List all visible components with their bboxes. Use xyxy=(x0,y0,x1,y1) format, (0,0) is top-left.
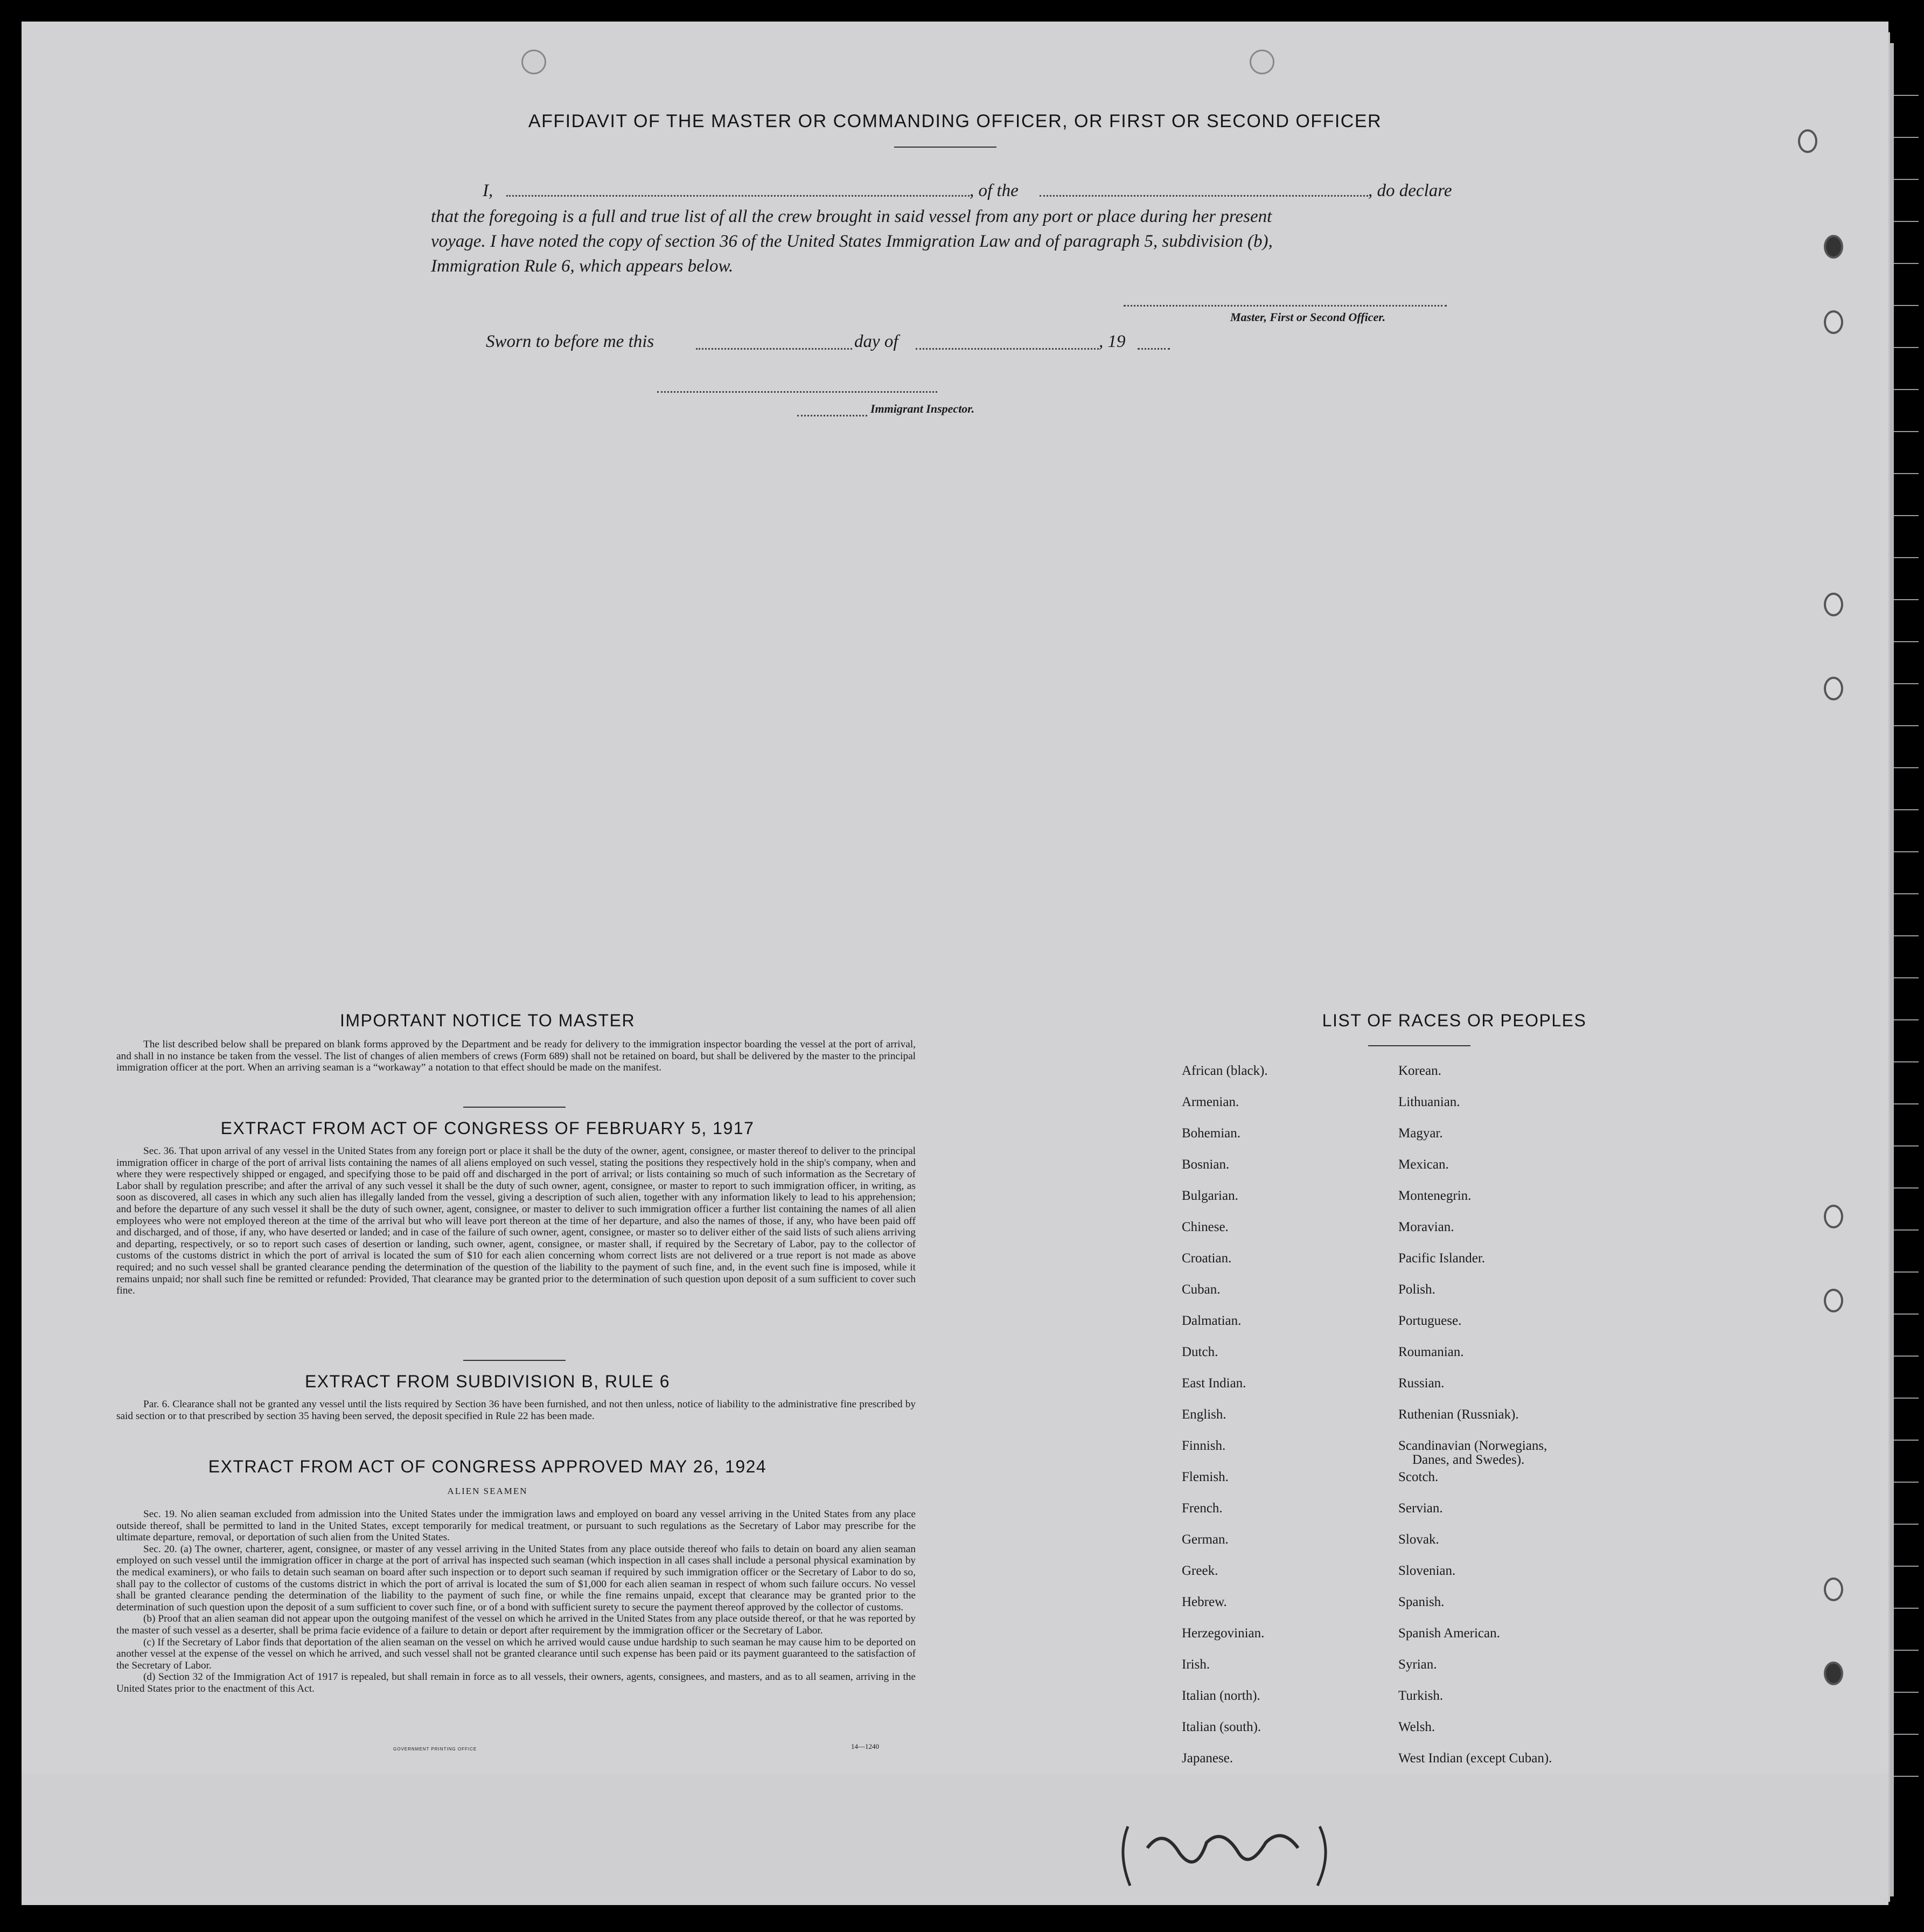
sworn-label: Sworn to before me this xyxy=(486,332,654,351)
sworn-month-blank xyxy=(916,348,1099,350)
binding-hole xyxy=(1824,1662,1843,1685)
punch-hole xyxy=(521,50,546,74)
master-signature-label: Master, First or Second Officer. xyxy=(1230,310,1386,324)
race-item: Servian. xyxy=(1398,1501,1443,1516)
name-blank xyxy=(506,195,970,197)
race-item: Russian. xyxy=(1398,1376,1445,1391)
handwritten-note xyxy=(1115,1794,1336,1902)
race-item: Portuguese. xyxy=(1398,1314,1462,1328)
sec-20d-paragraph: (d) Section 32 of the Immigration Act of 1917 is repealed, but shall remain in force as to all vessels, their owners, agents, consignees, and masters, and as to all seamen, arriving in the United States prior to the enactment of this Act. xyxy=(116,1671,916,1694)
sec-36-paragraph: Sec. 36. That upon arrival of any vessel in the United States from any foreign port or place it shall be the duty of the owner, agent, consignee, or master thereof to deliver to the principal immigration officer in charge of the port of arrival lists containing the names of all aliens employed on such vessel, stating the positions they respectively hold in the ship's company, when and where they were respectively shipped or engaged, and specifying those to be paid off and discharged in the port of arrival; or lists containing so much of such information as the Secretary of Labor shall by regulation prescribe; and after the arrival of any such vessel it shall be the duty of such owner, agent, consignee, or master to report to such immigration officer, in writing, as soon as discovered, all cases in which any such alien has illegally landed from the vessel, giving a description of such alien, together with any information likely to lead to his apprehension; and before the departure of any such vessel it shall be the duty of such owner, agent, consignee, or master to deliver to such immigration officer a further list containing the names of all alien employees who were not employed thereon at the time of the arrival but who will leave port thereon at the time of her departure, and also the names of those, if any, who have been paid off and discharged, and of those, if any, who have deserted or landed; and in case of the failure of such owner, agent, consignee, or master so to deliver either of the said lists of such aliens arriving and departing, respectively, or so to report such cases of desertion or landing, such owner, agent, consignee, or master shall, if required by the Secretary of Labor, pay to the collector of customs of the customs district in which the port of arrival is located the sum of $10 for each alien concerning whom correct lists are not delivered or a true report is not made as above required; and no such vessel shall be granted clearance pending the determination of the question of the liability to the payment of such fine, and, in the event such fine is imposed, while it remains unpaid; nor shall such fine be remitted or refunded: Provided, That clearance may be granted prior to the determination of such question upon deposit of a sum sufficient to cover such fine. xyxy=(116,1145,916,1297)
race-item: Hebrew. xyxy=(1182,1595,1227,1609)
race-item-continuation: Danes, and Swedes). xyxy=(1412,1453,1525,1467)
race-item: Flemish. xyxy=(1182,1470,1229,1484)
race-item: French. xyxy=(1182,1501,1223,1516)
race-item: Korean. xyxy=(1398,1064,1441,1078)
race-item: Slovenian. xyxy=(1398,1563,1456,1578)
punch-hole xyxy=(1250,50,1274,74)
master-signature-blank xyxy=(1124,305,1447,307)
race-item: Syrian. xyxy=(1398,1657,1437,1672)
binding-hole xyxy=(1824,310,1843,334)
extract-1917-title: EXTRACT FROM ACT OF CONGRESS OF FEBRUARY 5, 1917 xyxy=(220,1118,755,1138)
race-item: Italian (south). xyxy=(1182,1720,1261,1734)
binding-hole xyxy=(1824,677,1843,700)
races-title: LIST OF RACES OR PEOPLES xyxy=(1322,1011,1587,1030)
title-rule xyxy=(894,147,996,148)
vessel-blank xyxy=(1040,195,1368,197)
race-item: Bosnian. xyxy=(1182,1157,1230,1172)
race-item: Croatian. xyxy=(1182,1251,1232,1266)
race-item: Scandinavian (Norwegians, Danes, and Swedes). xyxy=(1398,1438,1552,1470)
par-6-paragraph: Par. 6. Clearance shall not be granted any vessel until the lists required by Section 36 have been furnished, and not then unless, notice of liability to the administrative fine prescribed by said section or to that prescribed by section 35 having been served, the deposit specified in Rule 22 has been made. xyxy=(116,1399,916,1422)
extract-1924-title: EXTRACT FROM ACT OF CONGRESS APPROVED MAY 26, 1924 xyxy=(208,1457,767,1476)
notice-paragraph: The list described below shall be prepared on blank forms approved by the Department and be ready for delivery to the immigration inspector boarding the vessel at the port of arrival, and shall in no instance be taken from the vessel. The list of changes of alien members of crews (Form 689) shall not be retained on board, but shall be delivered by the master to the principal immigration officer at the port. When an arriving seaman is a “workaway” a notation to that effect should be made on the manifest. xyxy=(116,1039,916,1074)
year-label: , 19 xyxy=(1099,332,1126,351)
binding-hole xyxy=(1798,129,1817,153)
extract-1924-text xyxy=(116,1509,916,1695)
section-rule xyxy=(463,1360,566,1361)
extract-rule6-title: EXTRACT FROM SUBDIVISION B, RULE 6 xyxy=(304,1372,671,1391)
race-item: Lithuanian. xyxy=(1398,1095,1460,1109)
extract-rule6-text xyxy=(116,1399,916,1422)
year-blank xyxy=(1138,348,1170,350)
race-item: German. xyxy=(1182,1532,1229,1547)
sec-19-paragraph: Sec. 19. No alien seaman excluded from admission into the United States under the immigration laws and employed on board any vessel arriving in the United States from any place outside thereof, shall be permitted to land in the United States, except temporarily for medical treatment, or pursuant to such regulations as the Secretary of Labor may prescribe for the ultimate departure, removal, or deportation of such alien from the United States. xyxy=(116,1509,916,1544)
title-rule xyxy=(1368,1045,1470,1046)
race-item: Bulgarian. xyxy=(1182,1189,1238,1203)
affidavit-line-3: voyage. I have noted the copy of section 36 of the United States Immigration Law and of paragraph 5, subdivision (b), xyxy=(431,232,1273,251)
affidavit-line-2: that the foregoing is a full and true list of all the crew brought in said vessel from any port or place during her present xyxy=(431,207,1272,226)
section-rule xyxy=(463,1107,566,1108)
race-item: Finnish. xyxy=(1182,1438,1226,1453)
race-item: English. xyxy=(1182,1407,1226,1422)
affidavit-title: AFFIDAVIT OF THE MASTER OR COMMANDING OFFICER, OR FIRST OR SECOND OFFICER xyxy=(528,111,1382,131)
binding-hole xyxy=(1824,1205,1843,1228)
race-item: Roumanian. xyxy=(1398,1345,1464,1359)
race-item: Greek. xyxy=(1182,1563,1218,1578)
races-column-2 xyxy=(1398,1064,1552,1782)
affidavit-line-4: Immigration Rule 6, which appears below. xyxy=(431,256,734,276)
form-number: 14—1240 xyxy=(851,1742,879,1750)
inspector-label: Immigrant Inspector. xyxy=(870,402,975,415)
notice-title: IMPORTANT NOTICE TO MASTER xyxy=(339,1011,636,1030)
race-item: African (black). xyxy=(1182,1064,1268,1078)
sec-20a-paragraph: Sec. 20. (a) The owner, charterer, agent, consignee, or master of any vessel arriving in the United States from any place outside thereof who fails to detain on board any alien seaman employed on such vessel until the immigration officer in charge at the port of arrival has inspected such seaman (which inspection in all cases shall include a personal physical examination by the medical examiners), or who fails to detain such seaman on board after such inspection or to deport such seaman if required by such immigration officer or the Secretary of Labor to do so, shall pay to the collector of customs of the customs district in which the port of arrival is located the sum of $1,000 for each alien seaman in respect of whom such failure occurs. No vessel shall be granted clearance pending the determination of the liability to the payment of such fine, or while the fine remains unpaid, except that clearance may be granted prior to the determination of such question upon the deposit of a sum sufficient to cover such fine, or of a bond with sufficient surety to secure the payment thereof approved by the collector of customs. xyxy=(116,1543,916,1613)
underlying-page-bottom xyxy=(22,1774,1888,1905)
affidavit-of-the: , of the xyxy=(970,181,1019,200)
race-item: Japanese. xyxy=(1182,1751,1233,1766)
race-item: West Indian (except Cuban). xyxy=(1398,1751,1552,1766)
race-item: Bohemian. xyxy=(1182,1126,1241,1141)
race-item: Montenegrin. xyxy=(1398,1189,1472,1203)
binding-hole xyxy=(1824,1577,1843,1601)
gpo-imprint: GOVERNMENT PRINTING OFFICE xyxy=(393,1747,477,1752)
inspector-prefix-blank xyxy=(797,415,867,416)
day-of-label: day of xyxy=(854,332,898,351)
race-item: Dalmatian. xyxy=(1182,1314,1242,1328)
affidavit-i-label: I, xyxy=(483,181,493,200)
race-item: Turkish. xyxy=(1398,1688,1444,1703)
race-item: Ruthenian (Russniak). xyxy=(1398,1407,1519,1422)
race-item: Mexican. xyxy=(1398,1157,1449,1172)
race-item: Moravian. xyxy=(1398,1220,1454,1234)
binding-hole xyxy=(1824,235,1843,259)
race-item: Magyar. xyxy=(1398,1126,1443,1141)
sworn-day-blank xyxy=(696,348,852,350)
form-page xyxy=(22,22,1888,1905)
race-item: Spanish. xyxy=(1398,1595,1445,1609)
race-item: Polish. xyxy=(1398,1282,1435,1297)
binding-hole xyxy=(1824,1289,1843,1312)
binding-hole xyxy=(1824,593,1843,616)
extract-1917-text xyxy=(116,1145,916,1297)
race-item: Irish. xyxy=(1182,1657,1210,1672)
race-item: East Indian. xyxy=(1182,1376,1246,1391)
race-item: Spanish American. xyxy=(1398,1626,1500,1641)
sec-20b-paragraph: (b) Proof that an alien seaman did not appear upon the outgoing manifest of the vessel on which he arrived in the United States from any place outside thereof, or that he was reported by the master of such vessel as a deserter, shall be prima facie evidence of a failure to detain or deport after requirement by the immigration officer or the Secretary of Labor. xyxy=(116,1613,916,1636)
race-item: Cuban. xyxy=(1182,1282,1221,1297)
notice-text xyxy=(116,1039,916,1074)
races-column-1 xyxy=(1182,1064,1268,1782)
race-item: Armenian. xyxy=(1182,1095,1239,1109)
inspector-signature-blank xyxy=(657,391,937,393)
race-item: Dutch. xyxy=(1182,1345,1218,1359)
race-item: Slovak. xyxy=(1398,1532,1439,1547)
race-item: Herzegovinian. xyxy=(1182,1626,1265,1641)
race-item: Scotch. xyxy=(1398,1470,1439,1484)
alien-seamen-subtitle: ALIEN SEAMEN xyxy=(447,1486,528,1496)
race-item: Chinese. xyxy=(1182,1220,1229,1234)
affidavit-do-declare: , do declare xyxy=(1368,181,1452,200)
sec-20c-paragraph: (c) If the Secretary of Labor finds that deportation of the alien seaman on the vessel on which he arrived would cause undue hardship to such seaman he may cause him to be deported on another vessel at the expense of the vessel on which he arrived, and such vessel shall not be granted clearance until such expense has been paid or its payment guaranteed to the satisfaction of the Secretary of Labor. xyxy=(116,1636,916,1671)
race-item: Welsh. xyxy=(1398,1720,1435,1734)
race-item: Pacific Islander. xyxy=(1398,1251,1486,1266)
race-item: Italian (north). xyxy=(1182,1688,1260,1703)
